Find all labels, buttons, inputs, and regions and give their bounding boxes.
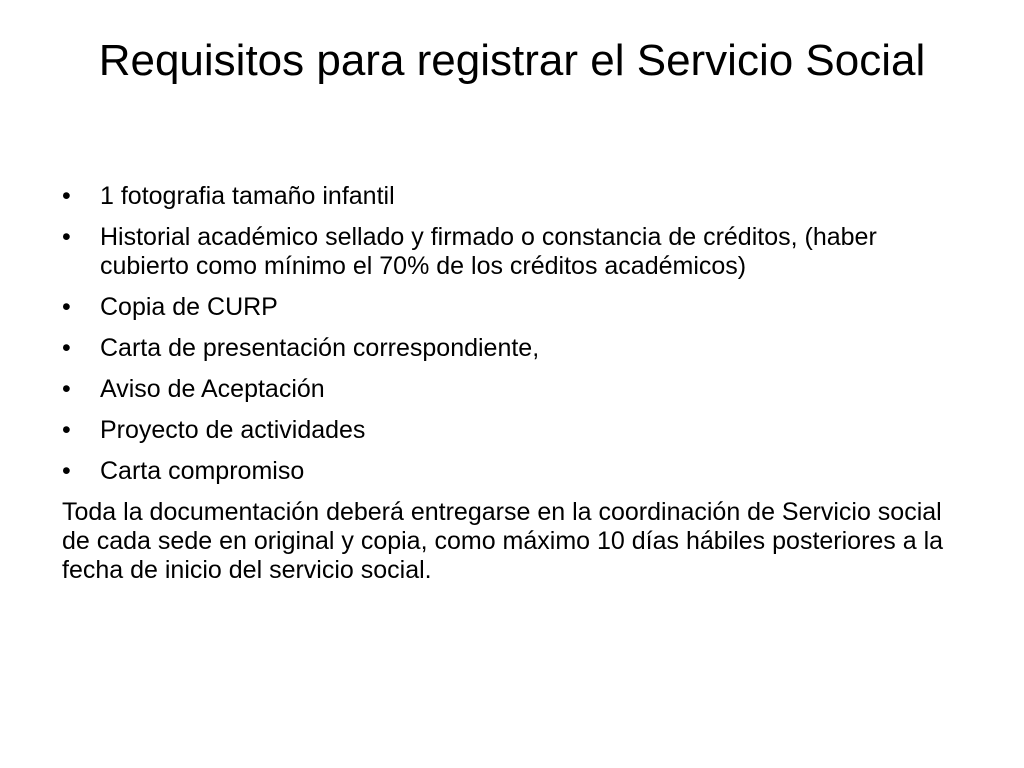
list-item: • Copia de CURP — [62, 293, 972, 322]
list-item: • Proyecto de actividades — [62, 416, 972, 445]
list-item: • Aviso de Aceptación — [62, 375, 972, 404]
list-item: • Historial académico sellado y firmado o constancia de créditos, (haber cubierto como mínimo el 70% de los créditos académicos) — [62, 223, 972, 281]
list-item: • Carta compromiso — [62, 457, 972, 486]
slide-body — [62, 182, 972, 585]
list-item: • 1 fotografia tamaño infantil — [62, 182, 972, 211]
requirements-list — [62, 182, 972, 486]
list-item: • Carta de presentación correspondiente, — [62, 334, 972, 363]
slide-title: Requisitos para registrar el Servicio Social — [98, 36, 926, 85]
closing-paragraph: Toda la documentación deberá entregarse en la coordinación de Servicio social de cada sede en original y copia, como máximo 10 días hábiles posteriores a la fecha de inicio del servicio social. — [62, 498, 944, 584]
